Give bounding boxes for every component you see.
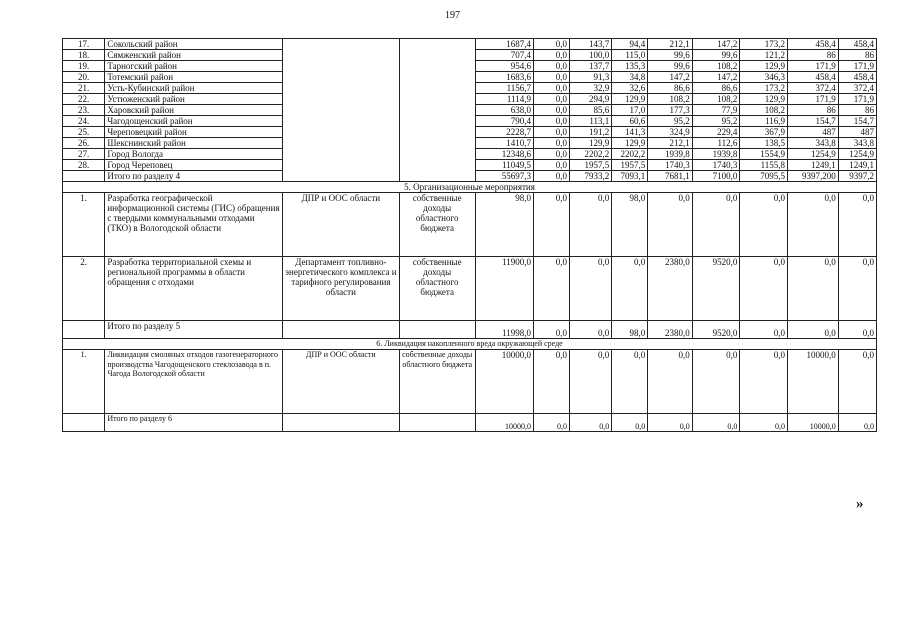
value-cell: 0,0 [533,171,569,182]
value-cell: 0,0 [533,61,569,72]
value-cell: 86,6 [648,83,692,94]
value-cell: 116,9 [740,116,788,127]
section-title-row [63,339,877,350]
value-cell: 2380,0 [648,257,692,321]
value-cell: 0,0 [533,160,569,171]
district-name: Сямженский район [105,50,283,61]
value-cell: 1410,7 [475,138,533,149]
section-title-row [63,182,877,193]
value-cell: 638,0 [475,105,533,116]
value-cell: 171,9 [787,94,838,105]
value-cell: 7093,1 [612,171,648,182]
empty-cell [399,414,475,432]
row-number: 1. [63,193,105,257]
value-cell: 790,4 [475,116,533,127]
row-number: 21. [63,83,105,94]
value-cell: 0,0 [692,414,740,432]
row-number: 23. [63,105,105,116]
value-cell: 0,0 [692,350,740,414]
value-cell: 171,9 [787,61,838,72]
value-cell: 108,2 [648,94,692,105]
value-cell: 147,2 [648,72,692,83]
value-cell: 100,0 [569,50,611,61]
district-name: Череповецкий район [105,127,283,138]
value-cell: 10000,0 [787,350,838,414]
value-cell: 86 [787,50,838,61]
empty-cell [399,321,475,339]
value-cell: 191,2 [569,127,611,138]
value-cell: 86 [838,105,876,116]
value-cell: 0,0 [612,257,648,321]
value-cell: 0,0 [569,321,611,339]
table-row [63,193,877,257]
empty-cell [63,171,105,182]
value-cell: 0,0 [838,414,876,432]
value-cell: 32,9 [569,83,611,94]
row-number: 20. [63,72,105,83]
district-name: Сокольский район [105,39,283,50]
value-cell: 86,6 [692,83,740,94]
row-number: 18. [63,50,105,61]
value-cell: 129,9 [612,94,648,105]
value-cell: 2380,0 [648,321,692,339]
value-cell: 77,9 [692,105,740,116]
value-cell: 143,7 [569,39,611,50]
value-cell: 0,0 [533,350,569,414]
total-label: Итого по разделу 6 [105,414,283,432]
value-cell: 171,9 [838,61,876,72]
value-cell: 95,2 [692,116,740,127]
value-cell: 1156,7 [475,83,533,94]
value-cell: 0,0 [533,149,569,160]
value-cell: 0,0 [569,350,611,414]
value-cell: 0,0 [740,414,788,432]
value-cell: 9520,0 [692,321,740,339]
program-table [62,38,877,432]
table-body [63,39,877,432]
measure-name: Разработка географической информационной системы (ГИС) обращения с твердыми коммунальными отходами (ТКО) в Вологодской области [105,193,283,257]
funding-source: собственные доходы областного бюджета [399,257,475,321]
value-cell: 0,0 [533,321,569,339]
row-number: 28. [63,160,105,171]
value-cell: 1957,5 [612,160,648,171]
value-cell: 372,4 [838,83,876,94]
measure-name: Ликвидация смоляных отходов газогенераторного производства Чагодощенского стеклозавода в п. Чагода Вологодской области [105,350,283,414]
value-cell: 229,4 [692,127,740,138]
row-number: 27. [63,149,105,160]
value-cell: 113,1 [569,116,611,127]
district-name: Чагодощенский район [105,116,283,127]
row-number: 22. [63,94,105,105]
value-cell: 0,0 [533,257,569,321]
value-cell: 7100,0 [692,171,740,182]
value-cell: 0,0 [533,414,569,432]
value-cell: 487 [787,127,838,138]
value-cell: 1249,1 [787,160,838,171]
value-cell: 954,6 [475,61,533,72]
value-cell: 0,0 [740,321,788,339]
value-cell: 98,0 [612,193,648,257]
value-cell: 0,0 [692,193,740,257]
value-cell: 108,2 [692,61,740,72]
value-cell: 115,0 [612,50,648,61]
row-number: 24. [63,116,105,127]
value-cell: 0,0 [569,257,611,321]
row-number: 17. [63,39,105,50]
value-cell: 294,9 [569,94,611,105]
value-cell: 0,0 [787,193,838,257]
district-name: Тарногский район [105,61,283,72]
value-cell: 138,5 [740,138,788,149]
value-cell: 0,0 [533,50,569,61]
value-cell: 99,6 [648,61,692,72]
row-number: 25. [63,127,105,138]
table-row [63,39,877,50]
value-cell: 458,4 [787,39,838,50]
value-cell: 9397,2 [838,171,876,182]
value-cell: 129,9 [612,138,648,149]
source-cell [399,39,475,182]
value-cell: 0,0 [533,72,569,83]
value-cell: 147,2 [692,72,740,83]
value-cell: 0,0 [533,138,569,149]
value-cell: 171,9 [838,94,876,105]
value-cell: 212,1 [648,39,692,50]
value-cell: 2228,7 [475,127,533,138]
value-cell: 154,7 [787,116,838,127]
value-cell: 137,7 [569,61,611,72]
value-cell: 94,4 [612,39,648,50]
value-cell: 99,6 [648,50,692,61]
value-cell: 32,6 [612,83,648,94]
value-cell: 0,0 [533,116,569,127]
section-title: 6. Ликвидация накопленного вреда окружающей среде [63,339,877,350]
value-cell: 0,0 [533,39,569,50]
district-name: Город Череповец [105,160,283,171]
value-cell: 12348,6 [475,149,533,160]
value-cell: 0,0 [533,193,569,257]
value-cell: 458,4 [787,72,838,83]
executor-cell [283,39,399,182]
empty-cell [283,414,399,432]
value-cell: 7933,2 [569,171,611,182]
value-cell: 0,0 [612,350,648,414]
value-cell: 173,2 [740,83,788,94]
value-cell: 324,9 [648,127,692,138]
value-cell: 86 [838,50,876,61]
value-cell: 0,0 [569,193,611,257]
value-cell: 0,0 [838,257,876,321]
value-cell: 1939,8 [648,149,692,160]
table-row [63,257,877,321]
value-cell: 707,4 [475,50,533,61]
value-cell: 11049,5 [475,160,533,171]
value-cell: 9397,200 [787,171,838,182]
funding-source: собственные доходы областного бюджета [399,193,475,257]
value-cell: 11900,0 [475,257,533,321]
value-cell: 129,9 [740,94,788,105]
value-cell: 1254,9 [787,149,838,160]
value-cell: 1249,1 [838,160,876,171]
value-cell: 2202,2 [612,149,648,160]
value-cell: 0,0 [838,350,876,414]
value-cell: 154,7 [838,116,876,127]
value-cell: 0,0 [740,193,788,257]
value-cell: 343,8 [838,138,876,149]
value-cell: 0,0 [612,414,648,432]
executor-name: ДПР и ООС области [283,193,399,257]
value-cell: 98,0 [475,193,533,257]
value-cell: 60,6 [612,116,648,127]
row-number: 26. [63,138,105,149]
value-cell: 1254,9 [838,149,876,160]
value-cell: 212,1 [648,138,692,149]
value-cell: 7095,5 [740,171,788,182]
district-name: Тотемский район [105,72,283,83]
value-cell: 1114,9 [475,94,533,105]
value-cell: 367,9 [740,127,788,138]
empty-cell [283,321,399,339]
value-cell: 0,0 [533,105,569,116]
value-cell: 177,3 [648,105,692,116]
value-cell: 0,0 [838,321,876,339]
value-cell: 0,0 [569,414,611,432]
value-cell: 55697,3 [475,171,533,182]
value-cell: 1687,4 [475,39,533,50]
value-cell: 0,0 [533,83,569,94]
total-label: Итого по разделу 4 [105,171,283,182]
value-cell: 1683,6 [475,72,533,83]
value-cell: 34,8 [612,72,648,83]
executor-name: ДПР и ООС области [283,350,399,414]
page-number: 197 [445,10,460,21]
value-cell: 129,9 [569,138,611,149]
empty-cell [63,414,105,432]
value-cell: 487 [838,127,876,138]
total-label: Итого по разделу 5 [105,321,283,339]
value-cell: 458,4 [838,39,876,50]
value-cell: 0,0 [648,350,692,414]
value-cell: 135,3 [612,61,648,72]
value-cell: 346,3 [740,72,788,83]
value-cell: 11998,0 [475,321,533,339]
value-cell: 98,0 [612,321,648,339]
value-cell: 1554,9 [740,149,788,160]
value-cell: 0,0 [533,94,569,105]
value-cell: 2202,2 [569,149,611,160]
value-cell: 0,0 [648,414,692,432]
total-row [63,321,877,339]
value-cell: 85,6 [569,105,611,116]
district-name: Шекснинский район [105,138,283,149]
district-name: Устюженский район [105,94,283,105]
value-cell: 108,2 [692,94,740,105]
row-number: 2. [63,257,105,321]
row-number: 1. [63,350,105,414]
value-cell: 17,0 [612,105,648,116]
value-cell: 95,2 [648,116,692,127]
value-cell: 1939,8 [692,149,740,160]
row-number: 19. [63,61,105,72]
value-cell: 10000,0 [475,350,533,414]
district-name: Харовский район [105,105,283,116]
value-cell: 91,3 [569,72,611,83]
value-cell: 0,0 [787,321,838,339]
value-cell: 112,6 [692,138,740,149]
value-cell: 343,8 [787,138,838,149]
value-cell: 86 [787,105,838,116]
value-cell: 121,2 [740,50,788,61]
table-row [63,350,877,414]
value-cell: 9520,0 [692,257,740,321]
value-cell: 147,2 [692,39,740,50]
total-row [63,414,877,432]
value-cell: 129,9 [740,61,788,72]
value-cell: 1740,3 [692,160,740,171]
value-cell: 108,2 [740,105,788,116]
value-cell: 0,0 [740,257,788,321]
value-cell: 141,3 [612,127,648,138]
value-cell: 99,6 [692,50,740,61]
value-cell: 1155,8 [740,160,788,171]
district-name: Город Вологда [105,149,283,160]
value-cell: 458,4 [838,72,876,83]
value-cell: 1740,3 [648,160,692,171]
district-name: Усть-Кубинский район [105,83,283,94]
value-cell: 7681,1 [648,171,692,182]
value-cell: 173,2 [740,39,788,50]
value-cell: 10000,0 [787,414,838,432]
value-cell: 0,0 [648,193,692,257]
value-cell: 0,0 [838,193,876,257]
value-cell: 372,4 [787,83,838,94]
measure-name: Разработка территориальной схемы и региональной программы в области обращения с отходами [105,257,283,321]
funding-source: собственные доходы областного бюджета [399,350,475,414]
closing-quote-mark: » [856,496,864,512]
value-cell: 0,0 [740,350,788,414]
value-cell: 0,0 [787,257,838,321]
section-title: 5. Организационные мероприятия [63,182,877,193]
empty-cell [63,321,105,339]
value-cell: 0,0 [533,127,569,138]
value-cell: 10000,0 [475,414,533,432]
executor-name: Департамент топливно-энергетического комплекса и тарифного регулирования области [283,257,399,321]
value-cell: 1957,5 [569,160,611,171]
